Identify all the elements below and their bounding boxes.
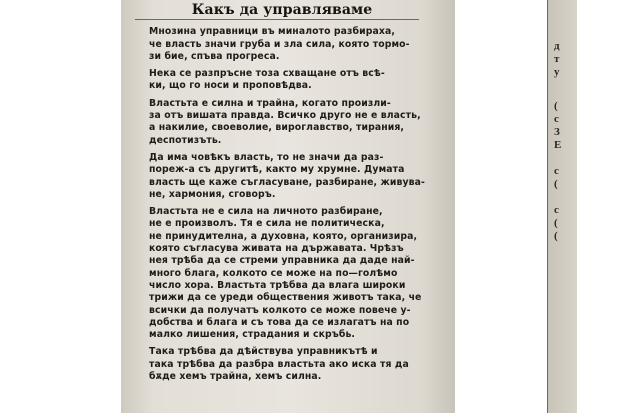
text-line: нея трѣба да се стреми управника да даде най- bbox=[149, 255, 415, 267]
newspaper-clipping bbox=[121, 0, 562, 413]
text-line: не, хармония, сговоръ. bbox=[149, 188, 276, 200]
adjacent-column-letter: ( bbox=[554, 230, 558, 242]
text-line: много блага, колкото се може на по—голѣмо bbox=[149, 267, 398, 279]
article-body bbox=[127, 26, 427, 383]
text-line: малко лишения, страдания и скръбь. bbox=[149, 329, 356, 341]
text-line: бѫде хемъ трайна, хемъ силна. bbox=[149, 371, 322, 383]
text-line: не е произволъ. Тя е сила не политическа, bbox=[149, 218, 385, 230]
article-paragraph bbox=[127, 206, 427, 341]
text-line: добства и блага и съ това да се излагатъ на по bbox=[149, 316, 410, 328]
article-paragraph bbox=[127, 346, 427, 383]
text-line: Така трѣбва да дѣйствува управникътѣ и bbox=[149, 346, 378, 358]
text-line: Властьта не е сила на личното разбиране, bbox=[149, 206, 383, 218]
text-line: зи бие, спъва прогреса. bbox=[149, 50, 280, 62]
text-line: за отъ вишата правда. Всичко друго не е власть, bbox=[149, 110, 421, 122]
text-line: пореж-а съ другитѣ, както му хрумне. Думата bbox=[149, 164, 405, 176]
article-paragraph bbox=[127, 98, 427, 147]
text-line: Мнозина управници въ миналото разбираха, bbox=[149, 26, 395, 38]
article-paragraph bbox=[127, 26, 427, 63]
adjacent-column-letter: ( bbox=[554, 217, 558, 229]
adjacent-column-letter: ( bbox=[554, 100, 558, 112]
adjacent-column-letter: с bbox=[554, 113, 559, 125]
text-line: така трѣбва да разбра властьта ако иска тя да bbox=[149, 358, 409, 370]
text-line: че власть значи груба и зла сила, която тормо- bbox=[149, 38, 410, 50]
text-line: Нека се разпръсне тоза схващане отъ всѣ- bbox=[149, 68, 385, 80]
text-line: не принудителна, а духовна, която, организира, bbox=[149, 230, 418, 242]
text-line: която съгласува живата на държавата. Чрѣзъ bbox=[149, 243, 404, 255]
adjacent-column-letter: ( bbox=[554, 178, 558, 190]
text-line: Властьта е силна и трайна, когато произли- bbox=[149, 97, 391, 109]
text-line: власть ще каже съгласуване, разбиране, живува- bbox=[149, 176, 425, 188]
adjacent-column-letter: с bbox=[554, 204, 559, 216]
article-paragraph bbox=[127, 152, 427, 201]
text-line: деспотизъть. bbox=[149, 134, 222, 146]
article-paragraph bbox=[127, 68, 427, 93]
article-title: Какъ да управляваме bbox=[191, 2, 373, 18]
text-line: всички да получатъ колкото се може повече у- bbox=[149, 304, 411, 316]
adjacent-column-letter: Е bbox=[554, 139, 562, 151]
adjacent-column-letter: с bbox=[554, 165, 559, 177]
adjacent-column-letter: д bbox=[554, 40, 560, 52]
text-line: трижи да се уреди обществения животъ така, че bbox=[149, 292, 422, 304]
adjacent-column-letter: у bbox=[554, 66, 560, 78]
adjacent-column-letter: т bbox=[554, 53, 560, 65]
text-line: число хора. Властьта трѣбва да влага широки bbox=[149, 279, 406, 291]
text-line: Да има човѣкъ власть, то не значи да раз- bbox=[149, 151, 384, 163]
article bbox=[127, 4, 427, 388]
adjacent-column-letter: З bbox=[554, 126, 560, 138]
title-rule bbox=[135, 19, 419, 20]
adjacent-column-fragment bbox=[547, 0, 577, 413]
text-line: а накилие, своеволие, вироглавство, тирания, bbox=[149, 122, 405, 134]
text-line: ки, що го носи и проповѣдва. bbox=[149, 80, 312, 92]
